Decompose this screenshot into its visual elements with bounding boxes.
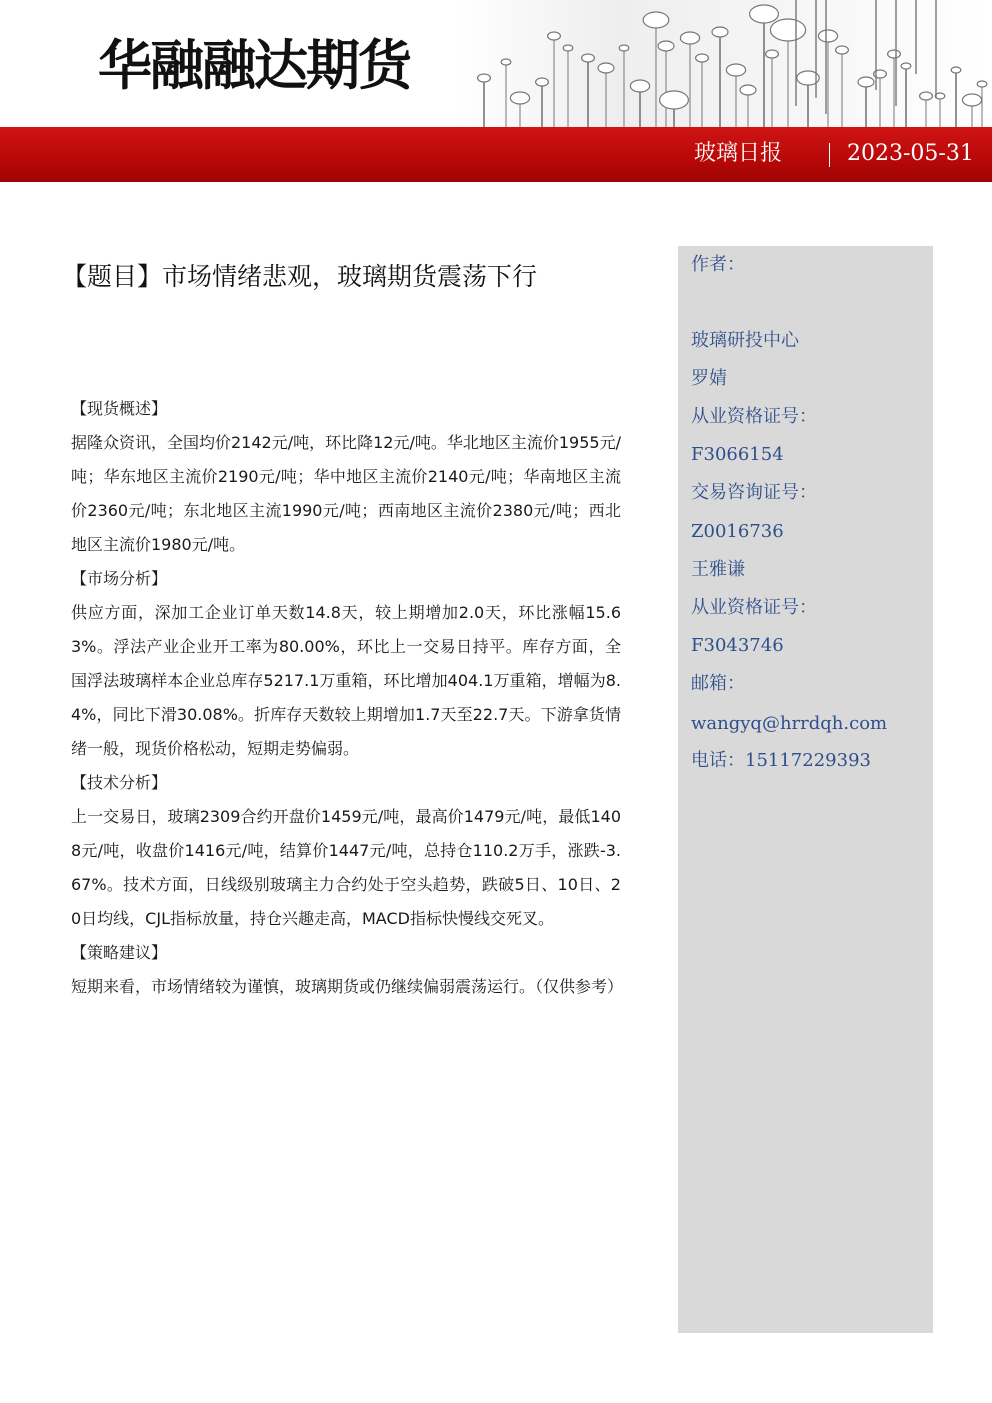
email-address[interactable]: wangyq@hrrdqh.com	[691, 713, 888, 734]
section-heading-spot: 【现货概述】	[71, 399, 168, 418]
section-body-strategy: 短期来看，市场情绪较为谨慎，玻璃期货或仍继续偏弱震荡运行。（仅供参考）	[71, 977, 624, 996]
phone-number: 电话：15117229393	[691, 750, 871, 771]
section-body-technical: 上一交易日，玻璃2309合约开盘价1459元/吨，最高价1479元/吨，最低1408元/吨，收盘价1416元/吨，结算价1447元/吨，总持仓110.2万手，涨跌-3.67%。技术方面，日线级别玻璃主力合约处于空头趋势，跌破5日、10日、20日均线，CJL指标放量，持仓兴趣走高，MACD指标快慢线交死叉。	[71, 807, 621, 928]
author-2-qualification-label: 从业资格证号：	[691, 597, 817, 618]
author-department: 玻璃研投中心	[691, 330, 799, 351]
section-heading-strategy: 【策略建议】	[71, 943, 168, 962]
section-heading-market: 【市场分析】	[71, 569, 168, 588]
section-body-market: 供应方面，深加工企业订单天数14.8天，较上期增加2.0天，环比涨幅15.63%。浮法产业企业开工率为80.00%，环比上一交易日持平。库存方面，全国浮法玻璃样本企业总库存5217.1万重箱，环比增加404.1万重箱，增幅为8.4%，同比下滑30.08%。折库存天数较上期增加1.7天至22.7天。下游拿货情绪一般，现货价格松动，短期走势偏弱。	[71, 603, 621, 758]
section-body-spot: 据隆众资讯，全国均价2142元/吨，环比降12元/吨。华北地区主流价1955元/吨；华东地区主流价2190元/吨；华中地区主流价2140元/吨；华南地区主流价2360元/吨；东北地区主流1990元/吨；西南地区主流价2380元/吨；西北地区主流价1980元/吨。	[71, 433, 621, 554]
report-body	[71, 392, 624, 1004]
header-divider	[829, 143, 830, 167]
author-name-1: 罗婧	[691, 368, 727, 389]
author-1-consulting-number: Z0016736	[691, 521, 784, 542]
email-label: 邮箱：	[691, 673, 745, 694]
report-title: 【题目】市场情绪悲观，玻璃期货震荡下行	[62, 262, 538, 291]
header-band	[0, 127, 992, 182]
author-1-consulting-label: 交易咨询证号：	[691, 482, 817, 503]
author-1-qualification-label: 从业资格证号：	[691, 406, 817, 427]
author-label: 作者：	[691, 254, 745, 275]
header-decoration	[456, 0, 992, 130]
company-logo: 华融融达期货	[98, 34, 410, 97]
report-type: 玻璃日报	[694, 141, 783, 166]
section-heading-technical: 【技术分析】	[71, 773, 168, 792]
report-date: 2023-05-31	[847, 141, 974, 166]
author-name-2: 王雅谦	[691, 559, 745, 580]
author-2-qualification-number: F3043746	[691, 635, 784, 656]
author-1-qualification-number: F3066154	[691, 444, 784, 465]
